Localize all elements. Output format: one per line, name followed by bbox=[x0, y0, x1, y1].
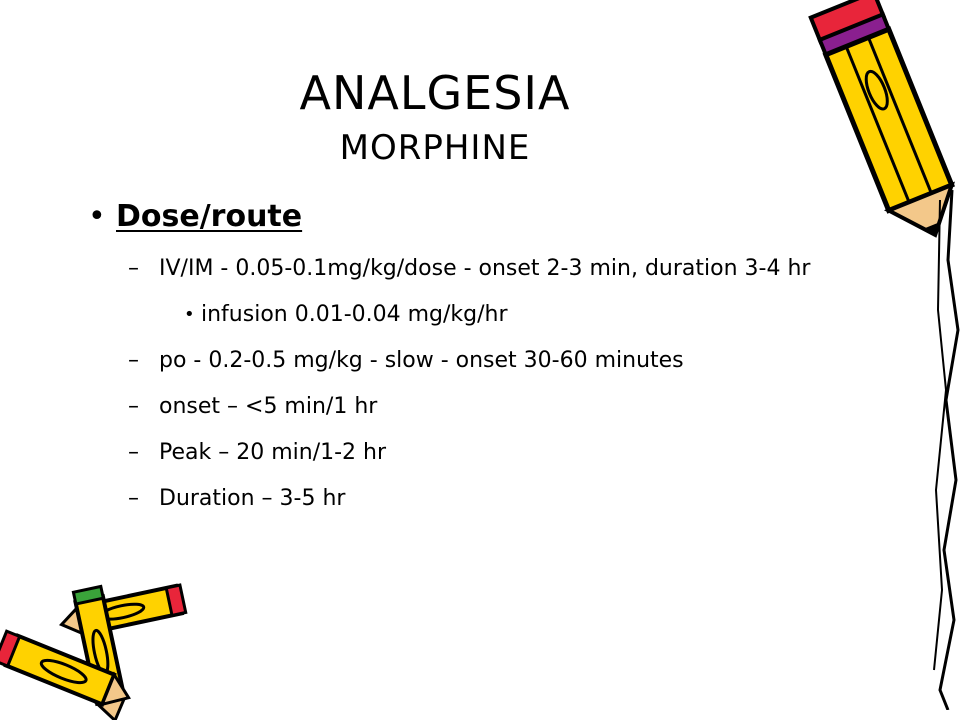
slide-subtitle: MORPHINE bbox=[339, 128, 531, 168]
bullet-icon: • bbox=[184, 304, 195, 325]
dash-icon: – bbox=[128, 440, 139, 465]
list-item-text: po - 0.2-0.5 mg/kg - slow - onset 30-60 minutes bbox=[159, 348, 684, 373]
list-item bbox=[88, 345, 868, 377]
title-block bbox=[0, 62, 870, 172]
list-item bbox=[88, 253, 868, 285]
list-item bbox=[88, 483, 868, 515]
sub-list-item-text: infusion 0.01-0.04 mg/kg/hr bbox=[201, 302, 508, 327]
heading-text: Dose/route bbox=[116, 199, 303, 234]
dash-icon: – bbox=[128, 348, 139, 373]
bullet-list bbox=[88, 195, 868, 515]
list-item-text: Duration – 3-5 hr bbox=[159, 486, 346, 511]
slide-title: ANALGESIA bbox=[299, 66, 571, 120]
heading-item bbox=[88, 195, 868, 239]
list-item bbox=[88, 391, 868, 423]
list-item-text: onset – <5 min/1 hr bbox=[159, 394, 378, 419]
dash-icon: – bbox=[128, 486, 139, 511]
list-item-text: Peak – 20 min/1-2 hr bbox=[159, 440, 387, 465]
pencil-edge-icon bbox=[900, 190, 960, 710]
list-item bbox=[88, 437, 868, 469]
dash-icon: – bbox=[128, 256, 139, 281]
list-item-text: IV/IM - 0.05-0.1mg/kg/dose - onset 2-3 min, duration 3-4 hr bbox=[159, 256, 811, 281]
bullet-icon: • bbox=[88, 199, 106, 234]
pencil-cluster-icon bbox=[0, 570, 200, 720]
sub-list-item bbox=[88, 299, 868, 331]
dash-icon: – bbox=[128, 394, 139, 419]
